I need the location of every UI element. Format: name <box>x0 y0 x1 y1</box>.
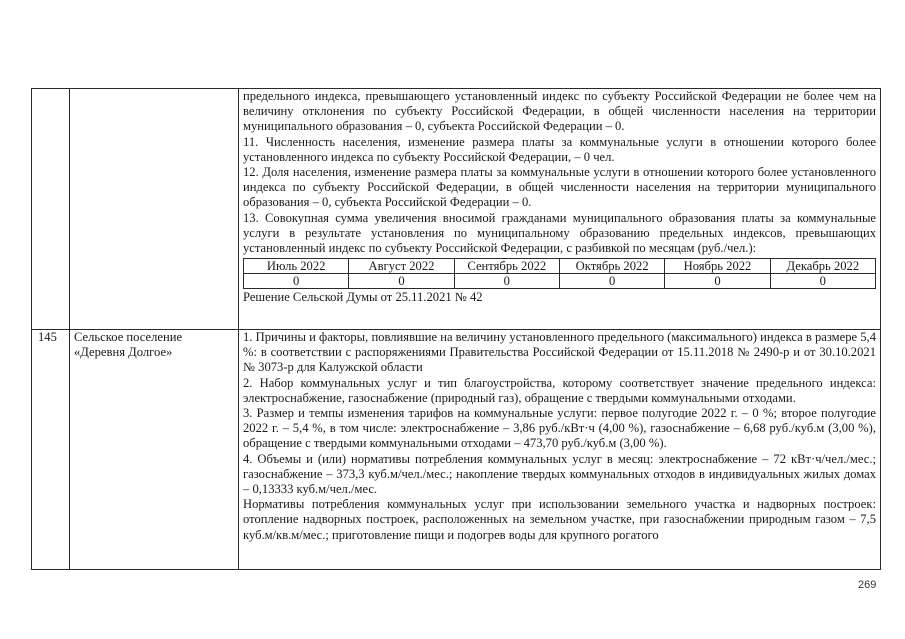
paragraph-13: 13. Совокупная сумма увеличения вносимой гражданами муниципального образования платы за коммунальные услуги в результате установления по муниципальному образованию предельных индексов, превышающих установленный индекс по субъекту Российской Федерации, с разбивкой по месяцам (руб./чел.): <box>243 210 876 256</box>
paragraph-2: 2. Набор коммунальных услуг и тип благоустройства, которому соответствует значение предельного индекса: электроснабжение, газоснабжение (природный газ), обращение с твердыми коммунальными отходами. <box>243 375 876 405</box>
month-header: Октябрь 2022 <box>559 259 664 274</box>
content-cell-145 <box>239 330 881 570</box>
monthly-sum-table <box>243 258 876 289</box>
paragraph-11: 11. Численность населения, изменение размера платы за коммунальные услуги в отношении которого более установленного индекса по субъекту Российской Федерации, – 0 чел. <box>243 134 876 164</box>
month-header: Сентябрь 2022 <box>454 259 559 274</box>
decision-reference: Решение Сельской Думы от 25.11.2021 № 42 <box>243 290 483 305</box>
paragraph-12: 12. Доля населения, изменение размера платы за коммунальные услуги в отношении которого более установленного индекса по субъекту Российской Федерации, в общей численности населения на территории муниципального образования – 0, субъекта Российской Федерации – 0. <box>243 165 876 210</box>
month-header: Август 2022 <box>349 259 454 274</box>
document-table <box>31 88 881 570</box>
table-row-continuation <box>32 89 881 330</box>
name-cell-empty <box>70 89 239 330</box>
paragraph-4: 4. Объемы и (или) нормативы потребления коммунальных услуг в месяц: электроснабжение – 72 кВт·ч/чел./мес.; газоснабжение – 373,3 куб.м/чел./мес.; накопление твердых коммунальных отходов в индивидуальных жилых домах – 0,13333 куб.м/чел./мес. <box>243 451 876 497</box>
months-value-row <box>244 274 876 289</box>
month-header: Декабрь 2022 <box>770 259 875 274</box>
paragraph-10-tail: предельного индекса, превышающего установленный индекс по субъекту Российской Федерации не более чем на величину отклонения по субъекту Российской Федерации, в общей численности населения на территории муниципального образования – 0, субъекта Российской Федерации – 0. <box>243 89 876 134</box>
settlement-name-cell <box>70 330 239 570</box>
content-cell-continuation <box>239 89 881 330</box>
paragraph-1: 1. Причины и факторы, повлиявшие на величину установленного предельного (максимального) индекса в размере 5,4 %: в соответствии с распоряжениями Правительства Российской Федерации от 15.11.2018 № 2490-р и от 30.10.2021 № 3073-р для Калужской области <box>243 330 876 375</box>
row-number: 145 <box>32 330 70 570</box>
month-header: Ноябрь 2022 <box>665 259 770 274</box>
month-header: Июль 2022 <box>244 259 349 274</box>
month-value: 0 <box>454 274 559 289</box>
paragraph-norms: Нормативы потребления коммунальных услуг при использовании земельного участка и надворных построек: отопление надворных построек, расположенных на земельном участке, при газоснабжении природным газом – 7,5 куб.м/кв.м/мес.; приготовление пищи и подогрев воды для крупного рогатого <box>243 497 876 542</box>
month-value: 0 <box>559 274 664 289</box>
settlement-name-line2: «Деревня Долгое» <box>74 345 173 360</box>
settlement-name-line1: Сельское поселение <box>74 330 183 344</box>
number-cell-empty <box>32 89 70 330</box>
paragraph-3: 3. Размер и темпы изменения тарифов на коммунальные услуги: первое полугодие 2022 г. – 0 %; второе полугодие 2022 г. – 5,4 %, в том числе: электроснабжение – 3,86 руб./кВт·ч (4,00 %), газоснабжение – 6,68 руб./куб.м (3,00 %), обращение с твердыми коммунальными отходами – 473,70 руб./куб.м (3,00 %). <box>243 406 876 451</box>
page-number: 269 <box>858 579 877 591</box>
month-value: 0 <box>665 274 770 289</box>
month-value: 0 <box>770 274 875 289</box>
month-value: 0 <box>349 274 454 289</box>
months-header-row <box>244 259 876 274</box>
month-value: 0 <box>244 274 349 289</box>
table-row-145 <box>32 330 881 570</box>
